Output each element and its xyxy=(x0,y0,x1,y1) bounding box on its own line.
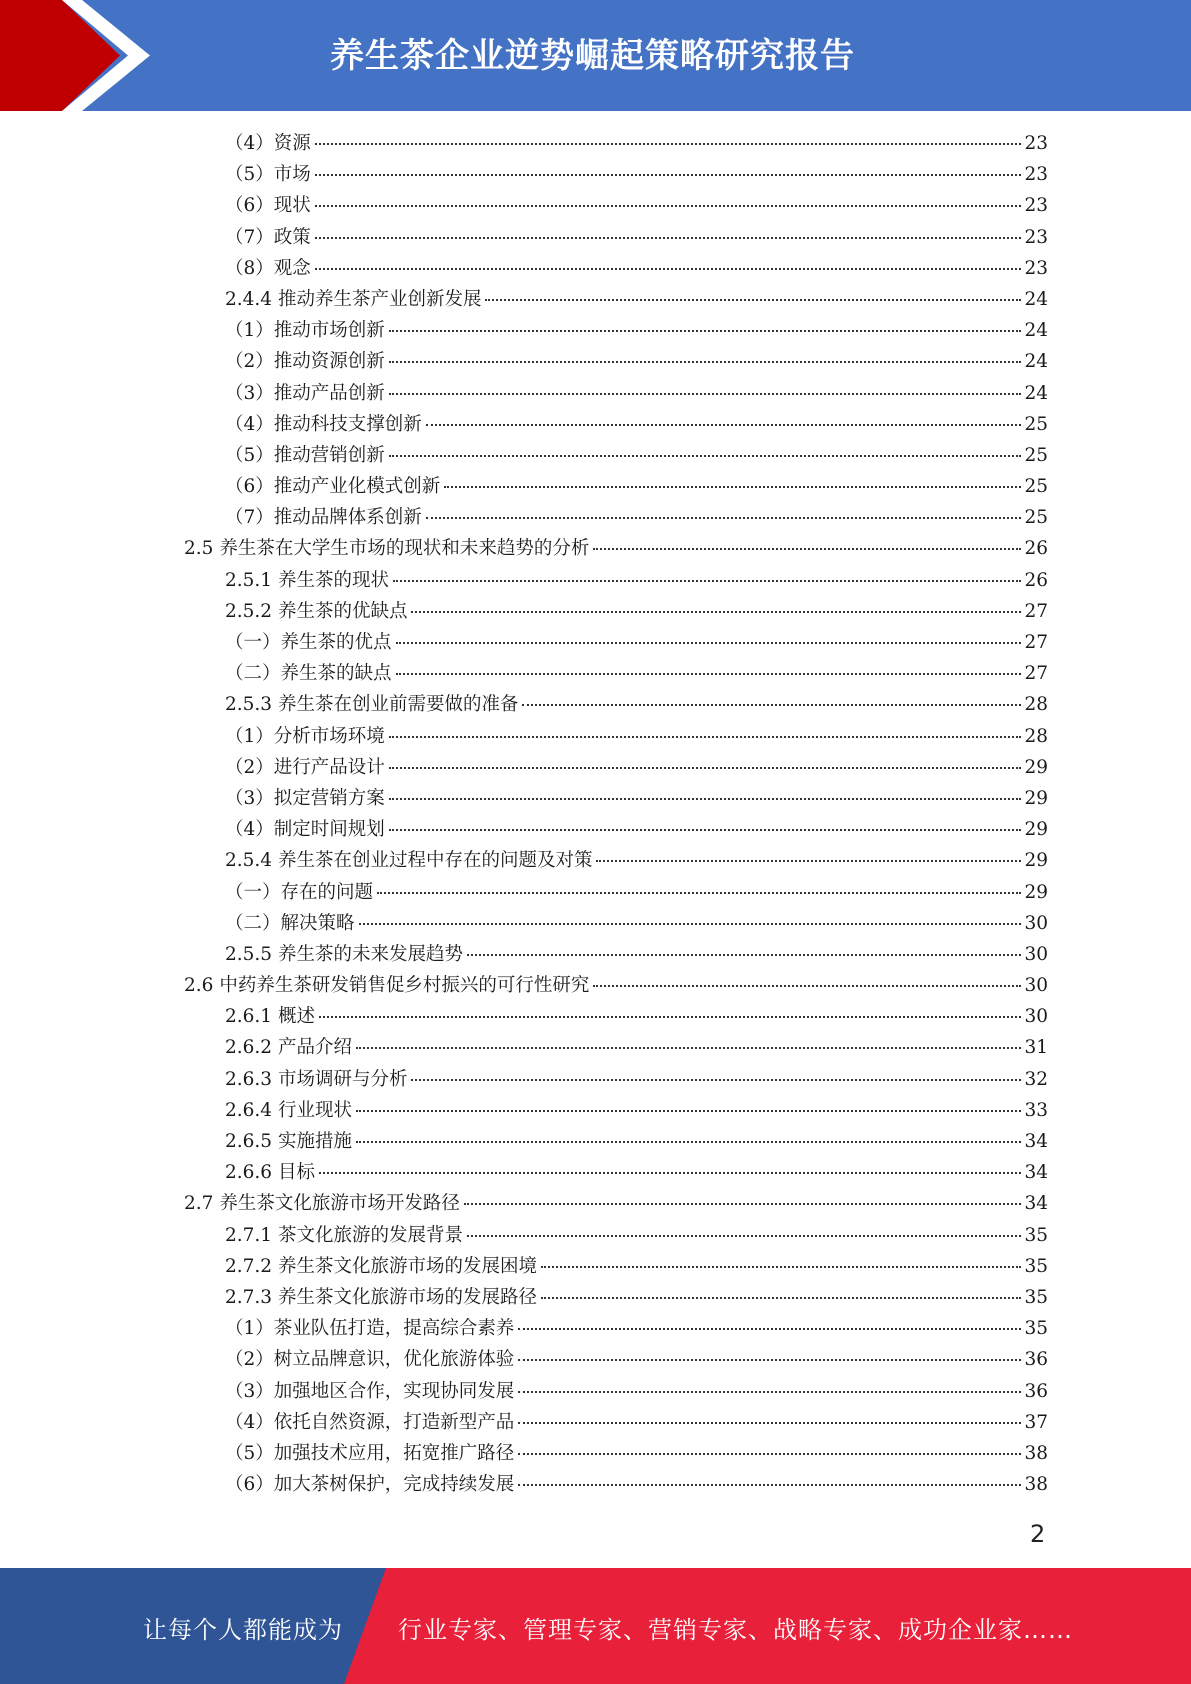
toc-entry-page: 24 xyxy=(1024,382,1048,404)
toc-entry-number: （1） xyxy=(225,725,274,747)
toc-entry[interactable] xyxy=(0,721,1048,752)
toc-entry[interactable] xyxy=(0,253,1048,284)
toc-dot-leader xyxy=(319,1016,1021,1018)
toc-entry[interactable] xyxy=(0,502,1048,533)
toc-dot-leader xyxy=(315,205,1022,207)
toc-entry-title: 树立品牌意识，优化旅游体验 xyxy=(273,1349,515,1371)
toc-entry-title: 养生茶的现状 xyxy=(277,569,389,591)
toc-entry[interactable] xyxy=(0,190,1048,221)
toc-entry[interactable] xyxy=(0,1126,1048,1157)
toc-dot-leader xyxy=(359,923,1022,925)
toc-entry-title: 依托自然资源，打造新型产品 xyxy=(273,1411,515,1433)
toc-entry[interactable] xyxy=(0,1095,1048,1126)
toc-entry-number: 2.7.3 xyxy=(225,1286,278,1308)
toc-entry-page: 30 xyxy=(1024,912,1048,934)
toc-entry-page: 29 xyxy=(1024,850,1048,872)
toc-entry-title: 推动市场创新 xyxy=(273,320,385,342)
toc-entry-page: 35 xyxy=(1024,1318,1048,1340)
toc-entry-page: 38 xyxy=(1024,1442,1048,1464)
toc-entry-page: 25 xyxy=(1024,476,1048,498)
toc-dot-leader xyxy=(426,517,1022,519)
toc-entry[interactable] xyxy=(0,1469,1048,1500)
toc-entry[interactable] xyxy=(0,471,1048,502)
toc-entry-page: 26 xyxy=(1024,538,1048,560)
toc-entry-title: 养生茶的优缺点 xyxy=(277,600,408,622)
toc-entry-title: 制定时间规划 xyxy=(273,819,385,841)
toc-entry-title: 养生茶的缺点 xyxy=(280,663,392,685)
toc-entry-number: （1） xyxy=(225,320,274,342)
toc-entry-title: 加大茶树保护，完成持续发展 xyxy=(273,1474,515,1496)
toc-entry-page: 30 xyxy=(1024,943,1048,965)
toc-entry[interactable] xyxy=(0,222,1048,253)
toc-entry-title: 茶文化旅游的发展背景 xyxy=(277,1224,463,1246)
toc-entry-title: 拟定营销方案 xyxy=(273,787,385,809)
toc-entry-page: 25 xyxy=(1024,507,1048,529)
toc-entry-page: 35 xyxy=(1024,1286,1048,1308)
toc-entry-page: 23 xyxy=(1024,195,1048,217)
toc-entry-page: 23 xyxy=(1024,133,1048,154)
toc-entry-number: 2.6.4 xyxy=(225,1099,278,1121)
toc-entry[interactable] xyxy=(0,128,1048,159)
toc-entry-number: （2） xyxy=(225,1349,274,1371)
toc-entry-number: 2.7.1 xyxy=(225,1224,278,1246)
toc-entry-number: （3） xyxy=(225,382,274,404)
toc-dot-leader xyxy=(356,1110,1021,1112)
toc-entry-number: （7） xyxy=(225,507,274,529)
toc-entry-page: 34 xyxy=(1024,1131,1048,1152)
toc-dot-leader xyxy=(411,611,1021,613)
toc-dot-leader xyxy=(518,1453,1021,1455)
toc-entry-page: 29 xyxy=(1024,787,1048,809)
toc-entry-title: 推动产品创新 xyxy=(273,382,385,404)
toc-entry-title: 加强技术应用，拓宽推广路径 xyxy=(273,1442,515,1464)
toc-entry-number: 2.5.4 xyxy=(225,850,278,872)
toc-entry-page: 29 xyxy=(1024,881,1048,903)
toc-entry-page: 24 xyxy=(1024,288,1048,310)
toc-entry[interactable] xyxy=(0,1220,1048,1251)
toc-entry[interactable] xyxy=(0,845,1048,876)
toc-entry-page: 37 xyxy=(1024,1411,1048,1433)
toc-entry[interactable] xyxy=(0,814,1048,845)
toc-entry[interactable] xyxy=(0,284,1048,315)
footer-roles: 行业专家、管理专家、营销专家、战略专家、成功企业家…… xyxy=(398,1616,1073,1644)
toc-entry-page: 23 xyxy=(1024,226,1048,248)
toc-entry-page: 30 xyxy=(1024,1006,1048,1028)
toc-dot-leader xyxy=(541,1297,1021,1299)
toc-entry-number: 2.5.1 xyxy=(225,569,278,591)
toc-entry[interactable] xyxy=(0,689,1048,720)
toc-entry-number: （2） xyxy=(225,756,274,778)
toc-entry-page: 24 xyxy=(1024,351,1048,373)
toc-entry-page: 35 xyxy=(1024,1224,1048,1246)
toc-entry-title: 推动科技支撑创新 xyxy=(273,413,422,435)
toc-dot-leader xyxy=(518,1391,1021,1393)
toc-entry-number: 2.7.2 xyxy=(225,1255,278,1277)
toc-entry-title: 养生茶的优点 xyxy=(280,632,392,653)
toc-dot-leader xyxy=(411,1079,1021,1081)
toc-entry-number: 2.5.5 xyxy=(225,943,278,965)
toc-entry-title: 推动品牌体系创新 xyxy=(273,507,422,529)
toc-entry-title: 养生茶在创业前需要做的准备 xyxy=(277,694,519,716)
toc-dot-leader xyxy=(389,393,1022,395)
toc-entry-title: 产品介绍 xyxy=(277,1037,352,1059)
header-arrow-decoration xyxy=(0,0,160,111)
toc-entry-page: 35 xyxy=(1024,1255,1048,1277)
toc-entry-number: （4） xyxy=(225,413,274,435)
toc-dot-leader xyxy=(518,1328,1021,1330)
toc-entry-number: 2.6 xyxy=(184,975,220,997)
toc-dot-leader xyxy=(541,1266,1021,1268)
toc-dot-leader xyxy=(356,1047,1021,1049)
toc-entry-number: （8） xyxy=(225,257,274,279)
toc-entry-page: 27 xyxy=(1024,600,1048,622)
toc-entry[interactable] xyxy=(0,877,1048,908)
toc-dot-leader xyxy=(518,1484,1021,1486)
toc-entry-page: 29 xyxy=(1024,819,1048,841)
toc-dot-leader xyxy=(518,1359,1021,1361)
toc-entry-page: 25 xyxy=(1024,413,1048,435)
toc-entry-page: 36 xyxy=(1024,1380,1048,1402)
toc-entry[interactable] xyxy=(0,1064,1048,1095)
toc-entry-title: 现状 xyxy=(273,195,311,217)
toc-entry[interactable] xyxy=(0,939,1048,970)
toc-entry-page: 23 xyxy=(1024,257,1048,279)
toc-entry[interactable] xyxy=(0,1344,1048,1375)
toc-entry[interactable] xyxy=(0,1032,1048,1063)
toc-entry-number: （2） xyxy=(225,351,274,373)
toc-dot-leader xyxy=(315,174,1022,176)
toc-entry[interactable] xyxy=(0,565,1048,596)
toc-entry-number: 2.5 xyxy=(184,538,220,560)
toc-dot-leader xyxy=(389,330,1022,332)
toc-entry-page: 26 xyxy=(1024,569,1048,591)
toc-entry-page: 25 xyxy=(1024,444,1048,466)
toc-dot-leader xyxy=(393,580,1021,582)
toc-entry-number: 2.6.1 xyxy=(225,1006,278,1028)
toc-entry[interactable] xyxy=(0,1313,1048,1344)
toc-dot-leader xyxy=(356,1141,1021,1143)
toc-dot-leader xyxy=(464,1203,1022,1205)
toc-entry-title: 市场调研与分析 xyxy=(277,1068,408,1090)
toc-entry-title: 观念 xyxy=(273,257,311,279)
toc-entry[interactable] xyxy=(0,783,1048,814)
toc-entry-title: 实施措施 xyxy=(277,1131,352,1152)
toc-entry-title: 茶业队伍打造，提高综合素养 xyxy=(273,1318,515,1340)
toc-entry[interactable] xyxy=(0,596,1048,627)
toc-entry-number: （6） xyxy=(225,476,274,498)
toc-entry[interactable] xyxy=(0,1157,1048,1188)
toc-entry-number: （4） xyxy=(225,819,274,841)
toc-entry-page: 38 xyxy=(1024,1474,1048,1496)
toc-dot-leader xyxy=(389,798,1022,800)
toc-entry-title: 推动营销创新 xyxy=(273,444,385,466)
toc-dot-leader xyxy=(467,1235,1021,1237)
toc-dot-leader xyxy=(319,1172,1021,1174)
toc-dot-leader xyxy=(389,767,1022,769)
toc-entry[interactable] xyxy=(0,908,1048,939)
toc-entry[interactable] xyxy=(0,1282,1048,1313)
toc-entry-number: （4） xyxy=(225,133,274,154)
toc-dot-leader xyxy=(518,1422,1021,1424)
toc-dot-leader xyxy=(315,237,1022,239)
toc-entry-title: 分析市场环境 xyxy=(273,725,385,747)
toc-dot-leader xyxy=(593,548,1021,550)
toc-entry-page: 30 xyxy=(1024,975,1048,997)
toc-entry[interactable] xyxy=(0,1376,1048,1407)
toc-entry[interactable] xyxy=(0,627,1048,658)
toc-entry-title: 养生茶在创业过程中存在的问题及对策 xyxy=(277,850,593,872)
toc-dot-leader xyxy=(485,299,1021,301)
toc-entry-number: （3） xyxy=(225,1380,274,1402)
toc-dot-leader xyxy=(522,704,1021,706)
toc-entry[interactable] xyxy=(0,1188,1048,1219)
toc-entry-page: 31 xyxy=(1024,1037,1048,1059)
toc-entry-page: 32 xyxy=(1024,1068,1048,1090)
toc-entry[interactable] xyxy=(0,1001,1048,1032)
toc-entry-title: 养生茶的未来发展趋势 xyxy=(277,943,463,965)
toc-entry-title: 市场 xyxy=(273,164,311,186)
toc-entry-page: 28 xyxy=(1024,694,1048,716)
toc-entry-page: 24 xyxy=(1024,320,1048,342)
toc-dot-leader xyxy=(315,143,1022,145)
toc-entry-number: （一） xyxy=(225,881,281,903)
toc-dot-leader xyxy=(467,954,1021,956)
toc-entry-title: 行业现状 xyxy=(277,1099,352,1121)
toc-dot-leader xyxy=(389,361,1022,363)
toc-entry-title: 进行产品设计 xyxy=(273,756,385,778)
toc-entry[interactable] xyxy=(0,409,1048,440)
toc-entry-page: 34 xyxy=(1024,1193,1048,1215)
toc-entry-number: 2.6.6 xyxy=(225,1162,278,1184)
toc-entry[interactable] xyxy=(0,1438,1048,1469)
toc-entry-number: （6） xyxy=(225,1474,274,1496)
toc-entry-title: 中药养生茶研发销售促乡村振兴的可行性研究 xyxy=(219,975,590,997)
toc-entry-number: （1） xyxy=(225,1318,274,1340)
toc-entry-number: （5） xyxy=(225,1442,274,1464)
toc-entry-title: 政策 xyxy=(273,226,311,248)
toc-entry-title: 养生茶文化旅游市场开发路径 xyxy=(219,1193,460,1215)
toc-entry[interactable] xyxy=(0,533,1048,564)
toc-entry-number: （5） xyxy=(225,164,274,186)
toc-dot-leader xyxy=(396,673,1022,675)
toc-entry-title: 养生茶文化旅游市场的发展路径 xyxy=(277,1286,537,1308)
toc-entry[interactable] xyxy=(0,752,1048,783)
toc-entry-number: 2.4.4 xyxy=(225,288,278,310)
toc-entry[interactable] xyxy=(0,315,1048,346)
page-header xyxy=(0,0,1191,111)
toc-dot-leader xyxy=(315,268,1022,270)
toc-entry-title: 养生茶文化旅游市场的发展困境 xyxy=(277,1255,537,1277)
toc-entry-page: 29 xyxy=(1024,756,1048,778)
toc-entry-number: （一） xyxy=(225,632,281,653)
toc-entry-number: 2.6.2 xyxy=(225,1037,278,1059)
toc-entry[interactable] xyxy=(0,1407,1048,1438)
toc-entry-number: （4） xyxy=(225,1411,274,1433)
toc-entry-title: 目标 xyxy=(277,1162,315,1184)
toc-entry[interactable] xyxy=(0,658,1048,689)
toc-entry-number: 2.6.5 xyxy=(225,1131,278,1152)
toc-entry-title: 资源 xyxy=(273,133,311,154)
toc-entry-page: 34 xyxy=(1024,1162,1048,1184)
toc-entry-page: 27 xyxy=(1024,663,1048,685)
toc-entry-title: 概述 xyxy=(277,1006,315,1028)
toc-entry-page: 28 xyxy=(1024,725,1048,747)
table-of-contents xyxy=(0,128,1191,1500)
toc-entry-title: 存在的问题 xyxy=(280,881,374,903)
toc-dot-leader xyxy=(389,455,1022,457)
toc-entry-page: 27 xyxy=(1024,632,1048,653)
toc-entry-page: 23 xyxy=(1024,164,1048,186)
toc-entry[interactable] xyxy=(0,1251,1048,1282)
toc-entry-number: 2.5.2 xyxy=(225,600,278,622)
toc-entry-page: 36 xyxy=(1024,1349,1048,1371)
toc-dot-leader xyxy=(426,424,1022,426)
toc-entry-number: （二） xyxy=(225,912,281,934)
footer-slogan: 让每个人都能成为 xyxy=(143,1616,343,1644)
toc-dot-leader xyxy=(389,736,1022,738)
report-title: 养生茶企业逆势崛起策略研究报告 xyxy=(330,36,855,76)
toc-entry-page: 33 xyxy=(1024,1099,1048,1121)
toc-dot-leader xyxy=(444,486,1021,488)
toc-entry-number: 2.6.3 xyxy=(225,1068,278,1090)
page-number: 2 xyxy=(1030,1520,1046,1548)
toc-entry-number: 2.7 xyxy=(184,1193,220,1215)
toc-entry-title: 养生茶在大学生市场的现状和未来趋势的分析 xyxy=(219,538,590,560)
toc-entry-title: 解决策略 xyxy=(280,912,355,934)
toc-entry[interactable] xyxy=(0,159,1048,190)
toc-entry-number: （3） xyxy=(225,787,274,809)
toc-entry[interactable] xyxy=(0,970,1048,1001)
toc-dot-leader xyxy=(596,860,1021,862)
page-footer xyxy=(0,1568,1191,1684)
toc-dot-leader xyxy=(377,892,1021,894)
toc-entry-number: 2.5.3 xyxy=(225,694,278,716)
toc-entry-number: （二） xyxy=(225,663,281,685)
toc-dot-leader xyxy=(389,829,1022,831)
toc-entry[interactable] xyxy=(0,346,1048,377)
toc-dot-leader xyxy=(593,985,1021,987)
toc-entry[interactable] xyxy=(0,440,1048,471)
toc-entry-title: 加强地区合作，实现协同发展 xyxy=(273,1380,515,1402)
toc-entry-title: 推动养生茶产业创新发展 xyxy=(277,288,482,310)
toc-entry-number: （5） xyxy=(225,444,274,466)
toc-dot-leader xyxy=(396,642,1022,644)
toc-entry-title: 推动产业化模式创新 xyxy=(273,476,441,498)
toc-entry[interactable] xyxy=(0,378,1048,409)
toc-entry-number: （6） xyxy=(225,195,274,217)
toc-entry-number: （7） xyxy=(225,226,274,248)
toc-entry-title: 推动资源创新 xyxy=(273,351,385,373)
